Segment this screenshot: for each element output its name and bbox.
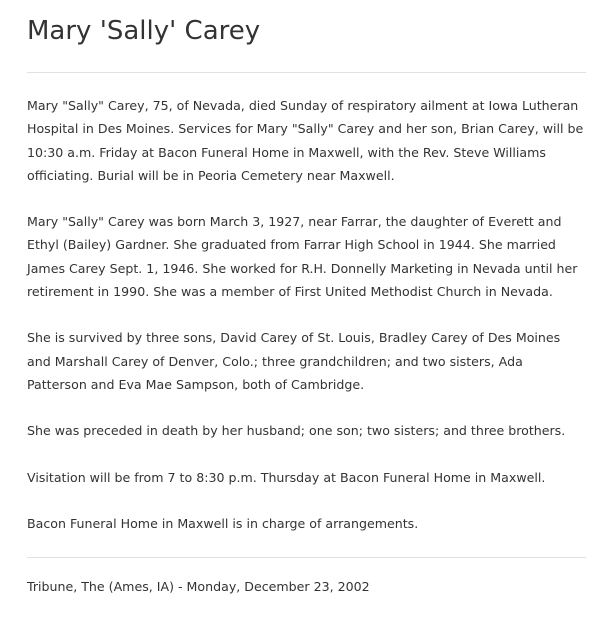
paragraph-arrangements: Bacon Funeral Home in Maxwell is in charge of arrangements. [27, 515, 419, 531]
paragraph-preceded: She was preceded in death by her husband; one son; two sisters; and three brothers. [27, 423, 566, 439]
page-title: Mary 'Sally' Carey [27, 16, 261, 46]
source-citation: Tribune, The (Ames, IA) - Monday, December 23, 2002 [27, 579, 370, 595]
paragraph-biography: Mary "Sally" Carey was born March 3, 1927, near Farrar, the daughter of Everett and Ethyl (Bailey) Gardner. She graduated from Farrar High School in 1944. She married James Carey Sept. 1, 1946. She worked for R.H. Donnelly Marketing in Nevada until her retirement in 1990. She was a member of First United Methodist Church in Nevada. [27, 214, 578, 300]
obituary-body [27, 73, 586, 535]
paragraph-services: Mary "Sally" Carey, 75, of Nevada, died Sunday of respiratory ailment at Iowa Lutheran Hospital in Des Moines. Services for Mary "Sally" Carey and her son, Brian Carey, will be 10:30 a.m. Friday at Bacon Funeral Home in Maxwell, with the Rev. Steve Williams officiating. Burial will be in Peoria Cemetery near Maxwell. [27, 98, 584, 183]
paragraph-survivors: She is survived by three sons, David Carey of St. Louis, Bradley Carey of Des Moines and Marshall Carey of Denver, Colo.; three grandchildren; and two sisters, Ada Patterson and Eva Mae Sampson, both of Cambridge. [27, 330, 561, 392]
paragraph-visitation: Visitation will be from 7 to 8:30 p.m. Thursday at Bacon Funeral Home in Maxwell. [27, 469, 546, 485]
